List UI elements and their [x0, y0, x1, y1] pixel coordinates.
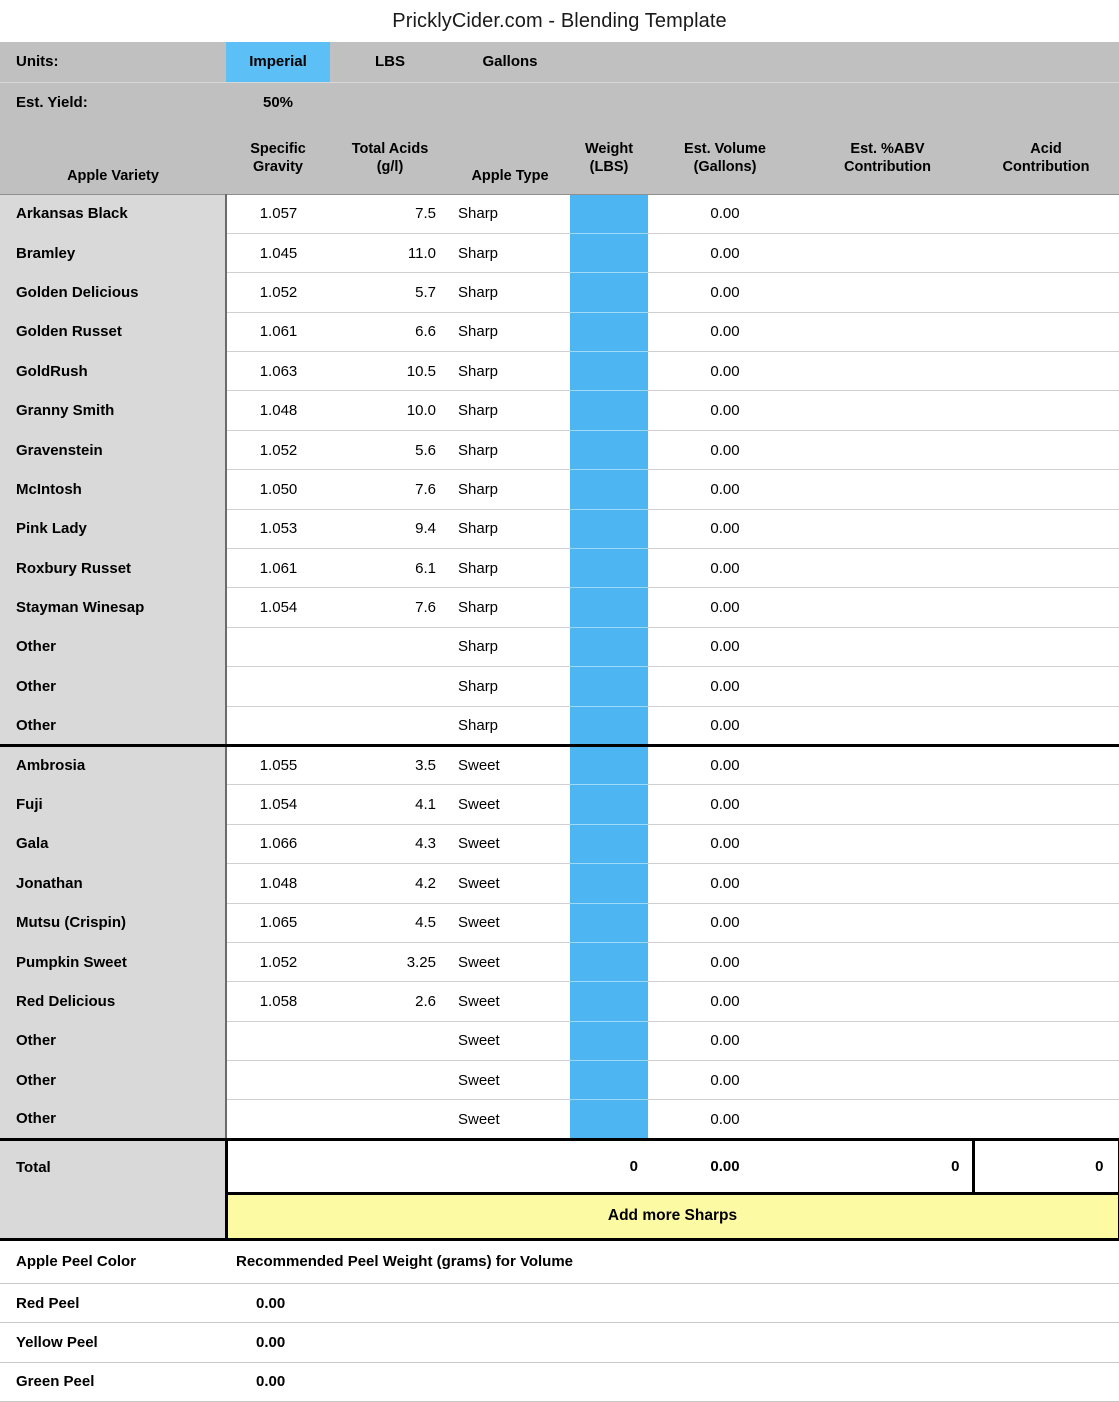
- row-variety[interactable]: Other: [0, 627, 226, 666]
- row-total-acids[interactable]: [330, 1061, 450, 1100]
- row-variety[interactable]: McIntosh: [0, 470, 226, 509]
- row-variety[interactable]: Gravenstein: [0, 430, 226, 469]
- row-total-acids[interactable]: 3.25: [330, 942, 450, 981]
- col-header-abv: [802, 122, 973, 194]
- table-row: [0, 194, 1119, 233]
- row-variety[interactable]: Red Delicious: [0, 982, 226, 1021]
- row-est-volume: 0.00: [648, 588, 802, 627]
- row-specific-gravity[interactable]: 1.045: [226, 233, 330, 272]
- row-total-acids[interactable]: 4.2: [330, 864, 450, 903]
- page-title: PricklyCider.com - Blending Template: [392, 9, 727, 32]
- peel-weight-label: Recommended Peel Weight (grams) for Volume: [226, 1239, 1119, 1283]
- row-total-acids[interactable]: 9.4: [330, 509, 450, 548]
- row-specific-gravity[interactable]: 1.048: [226, 391, 330, 430]
- row-variety[interactable]: Ambrosia: [0, 745, 226, 784]
- row-specific-gravity[interactable]: 1.054: [226, 588, 330, 627]
- row-apple-type[interactable]: Sharp: [450, 667, 570, 706]
- row-variety[interactable]: GoldRush: [0, 352, 226, 391]
- row-total-acids[interactable]: 7.6: [330, 470, 450, 509]
- row-specific-gravity[interactable]: 1.052: [226, 942, 330, 981]
- row-est-volume: 0.00: [648, 1061, 802, 1100]
- row-apple-type[interactable]: Sharp: [450, 549, 570, 588]
- row-apple-type[interactable]: Sharp: [450, 391, 570, 430]
- col-header-sg-line2: Gravity: [253, 158, 303, 175]
- row-est-volume: 0.00: [648, 194, 802, 233]
- yield-value[interactable]: 50%: [262, 93, 294, 111]
- row-specific-gravity[interactable]: [226, 1061, 330, 1100]
- row-weight-input[interactable]: [570, 470, 648, 509]
- row-abv-contribution: [802, 588, 973, 627]
- row-total-acids[interactable]: 5.7: [330, 273, 450, 312]
- row-total-acids[interactable]: 3.5: [330, 745, 450, 784]
- row-specific-gravity[interactable]: 1.052: [226, 430, 330, 469]
- row-weight-input[interactable]: [570, 509, 648, 548]
- row-acid-contribution: [973, 706, 1119, 745]
- row-abv-contribution: [802, 942, 973, 981]
- col-header-abv-line1: Est. %ABV: [850, 140, 925, 157]
- col-header-variety: Apple Variety: [0, 122, 226, 194]
- units-spacer-weight: [570, 42, 648, 82]
- col-header-volume-line2: (Gallons): [693, 158, 757, 175]
- row-variety[interactable]: Arkansas Black: [0, 194, 226, 233]
- units-spacer-acid: [973, 42, 1119, 82]
- row-variety[interactable]: Stayman Winesap: [0, 588, 226, 627]
- row-est-volume: 0.00: [648, 509, 802, 548]
- row-total-acids[interactable]: 11.0: [330, 233, 450, 272]
- row-total-acids[interactable]: 10.5: [330, 352, 450, 391]
- row-specific-gravity[interactable]: 1.052: [226, 273, 330, 312]
- peel-row: [0, 1283, 1119, 1322]
- table-row: [0, 745, 1119, 784]
- peel-row-label: Green Peel: [0, 1362, 226, 1401]
- table-row: [0, 785, 1119, 824]
- col-header-weight: [570, 122, 648, 194]
- row-acid-contribution: [973, 864, 1119, 903]
- row-acid-contribution: [973, 667, 1119, 706]
- add-more-sharps-button[interactable]: Add more Sharps: [226, 1193, 1119, 1239]
- row-est-volume: 0.00: [648, 549, 802, 588]
- table-row: [0, 667, 1119, 706]
- row-acid-contribution: [973, 352, 1119, 391]
- row-acid-contribution: [973, 824, 1119, 863]
- row-variety[interactable]: Pumpkin Sweet: [0, 942, 226, 981]
- row-apple-type[interactable]: Sharp: [450, 273, 570, 312]
- row-specific-gravity[interactable]: [226, 1021, 330, 1060]
- units-spacer-volume: [648, 42, 802, 82]
- row-abv-contribution: [802, 1061, 973, 1100]
- row-est-volume: 0.00: [648, 824, 802, 863]
- row-abv-contribution: [802, 273, 973, 312]
- row-weight-input[interactable]: [570, 430, 648, 469]
- row-apple-type[interactable]: Sharp: [450, 509, 570, 548]
- row-est-volume: 0.00: [648, 942, 802, 981]
- table-row: [0, 824, 1119, 863]
- col-header-acid-line1: Acid: [1030, 140, 1062, 157]
- row-acid-contribution: [973, 745, 1119, 784]
- yield-spacer-5: [802, 82, 973, 122]
- col-header-acid: [973, 122, 1119, 194]
- row-weight-input[interactable]: [570, 1061, 648, 1100]
- row-specific-gravity[interactable]: 1.055: [226, 745, 330, 784]
- row-variety[interactable]: Granny Smith: [0, 391, 226, 430]
- row-est-volume: 0.00: [648, 352, 802, 391]
- yield-spacer-2: [450, 82, 570, 122]
- yield-spacer-3: [570, 82, 648, 122]
- add-more-gutter: [0, 1193, 226, 1239]
- row-apple-type[interactable]: Sweet: [450, 1100, 570, 1139]
- row-apple-type[interactable]: Sweet: [450, 1021, 570, 1060]
- row-apple-type[interactable]: Sweet: [450, 982, 570, 1021]
- row-est-volume: 0.00: [648, 391, 802, 430]
- row-weight-input[interactable]: [570, 1021, 648, 1060]
- col-header-volume-line1: Est. Volume: [684, 140, 766, 157]
- row-est-volume: 0.00: [648, 903, 802, 942]
- row-weight-input[interactable]: [570, 391, 648, 430]
- row-weight-input[interactable]: [570, 785, 648, 824]
- row-total-acids[interactable]: [330, 1100, 450, 1139]
- row-est-volume: 0.00: [648, 470, 802, 509]
- row-specific-gravity[interactable]: 1.061: [226, 312, 330, 351]
- table-row: [0, 627, 1119, 666]
- row-specific-gravity[interactable]: 1.061: [226, 549, 330, 588]
- yield-label: Est. Yield:: [16, 93, 88, 111]
- total-weight: 0: [226, 1139, 648, 1193]
- row-weight-input[interactable]: [570, 352, 648, 391]
- yield-spacer-6: [973, 82, 1119, 122]
- peel-row-value: 0.00: [226, 1362, 1119, 1401]
- row-specific-gravity[interactable]: [226, 1100, 330, 1139]
- row-apple-type[interactable]: Sweet: [450, 864, 570, 903]
- col-header-sg-line1: Specific: [250, 140, 306, 157]
- col-header-abv-line2: Contribution: [844, 158, 931, 175]
- row-est-volume: 0.00: [648, 627, 802, 666]
- row-apple-type[interactable]: Sharp: [450, 352, 570, 391]
- row-apple-type[interactable]: Sweet: [450, 1061, 570, 1100]
- row-abv-contribution: [802, 430, 973, 469]
- col-header-weight-line2: (LBS): [589, 158, 629, 175]
- row-specific-gravity[interactable]: 1.063: [226, 352, 330, 391]
- table-row: [0, 233, 1119, 272]
- row-specific-gravity[interactable]: 1.054: [226, 785, 330, 824]
- row-acid-contribution: [973, 1061, 1119, 1100]
- row-acid-contribution: [973, 391, 1119, 430]
- row-specific-gravity[interactable]: 1.048: [226, 864, 330, 903]
- row-weight-input[interactable]: [570, 233, 648, 272]
- row-est-volume: 0.00: [648, 273, 802, 312]
- table-row: [0, 1100, 1119, 1139]
- row-apple-type[interactable]: Sharp: [450, 312, 570, 351]
- row-total-acids[interactable]: 6.6: [330, 312, 450, 351]
- row-acid-contribution: [973, 1021, 1119, 1060]
- row-weight-input[interactable]: [570, 706, 648, 745]
- row-abv-contribution: [802, 233, 973, 272]
- row-acid-contribution: [973, 430, 1119, 469]
- unit-option-gallons[interactable]: Gallons: [450, 42, 570, 82]
- row-weight-input[interactable]: [570, 194, 648, 233]
- row-abv-contribution: [802, 864, 973, 903]
- row-total-acids[interactable]: 10.0: [330, 391, 450, 430]
- row-variety[interactable]: Golden Delicious: [0, 273, 226, 312]
- row-variety[interactable]: Other: [0, 1021, 226, 1060]
- row-variety[interactable]: Bramley: [0, 233, 226, 272]
- col-header-specific-gravity: [226, 122, 330, 194]
- row-total-acids[interactable]: 4.3: [330, 824, 450, 863]
- row-specific-gravity[interactable]: 1.050: [226, 470, 330, 509]
- row-acid-contribution: [973, 509, 1119, 548]
- total-label: Total: [0, 1139, 226, 1193]
- row-apple-type[interactable]: Sharp: [450, 706, 570, 745]
- yield-row: [0, 82, 1119, 122]
- row-weight-input[interactable]: [570, 824, 648, 863]
- row-total-acids[interactable]: 6.1: [330, 549, 450, 588]
- row-est-volume: 0.00: [648, 1021, 802, 1060]
- table-row: [0, 352, 1119, 391]
- row-abv-contribution: [802, 549, 973, 588]
- row-variety[interactable]: Roxbury Russet: [0, 549, 226, 588]
- row-acid-contribution: [973, 549, 1119, 588]
- row-weight-input[interactable]: [570, 273, 648, 312]
- row-specific-gravity[interactable]: [226, 706, 330, 745]
- row-weight-input[interactable]: [570, 942, 648, 981]
- row-apple-type[interactable]: Sharp: [450, 194, 570, 233]
- row-weight-input[interactable]: [570, 549, 648, 588]
- row-acid-contribution: [973, 903, 1119, 942]
- row-specific-gravity[interactable]: 1.053: [226, 509, 330, 548]
- row-abv-contribution: [802, 667, 973, 706]
- row-variety[interactable]: Gala: [0, 824, 226, 863]
- row-abv-contribution: [802, 470, 973, 509]
- col-header-weight-line1: Weight: [584, 140, 634, 157]
- table-row: [0, 509, 1119, 548]
- peel-row-value: 0.00: [226, 1323, 1119, 1362]
- row-apple-type[interactable]: Sweet: [450, 785, 570, 824]
- unit-option-lbs[interactable]: LBS: [330, 42, 450, 82]
- total-acid: 0: [973, 1139, 1119, 1193]
- row-apple-type[interactable]: Sharp: [450, 430, 570, 469]
- row-apple-type[interactable]: Sweet: [450, 824, 570, 863]
- row-acid-contribution: [973, 588, 1119, 627]
- row-apple-type[interactable]: Sweet: [450, 745, 570, 784]
- row-acid-contribution: [973, 194, 1119, 233]
- peel-color-label: Apple Peel Color: [0, 1239, 226, 1283]
- row-weight-input[interactable]: [570, 627, 648, 666]
- row-abv-contribution: [802, 1021, 973, 1060]
- peel-header-row: [0, 1239, 1119, 1283]
- row-variety[interactable]: Golden Russet: [0, 312, 226, 351]
- row-acid-contribution: [973, 470, 1119, 509]
- row-est-volume: 0.00: [648, 1100, 802, 1139]
- col-header-ta-line2: (g/l): [376, 158, 404, 175]
- col-header-total-acids: [330, 122, 450, 194]
- table-row: [0, 1021, 1119, 1060]
- row-apple-type[interactable]: Sharp: [450, 627, 570, 666]
- row-est-volume: 0.00: [648, 864, 802, 903]
- row-variety[interactable]: Pink Lady: [0, 509, 226, 548]
- peel-row-label: Yellow Peel: [0, 1323, 226, 1362]
- table-row: [0, 864, 1119, 903]
- row-weight-input[interactable]: [570, 588, 648, 627]
- unit-option-imperial[interactable]: Imperial: [226, 42, 330, 82]
- row-variety[interactable]: Jonathan: [0, 864, 226, 903]
- row-total-acids[interactable]: [330, 667, 450, 706]
- row-weight-input[interactable]: [570, 982, 648, 1021]
- row-acid-contribution: [973, 312, 1119, 351]
- row-abv-contribution: [802, 745, 973, 784]
- row-est-volume: 0.00: [648, 312, 802, 351]
- row-total-acids[interactable]: 2.6: [330, 982, 450, 1021]
- table-row: [0, 942, 1119, 981]
- row-est-volume: 0.00: [648, 745, 802, 784]
- row-specific-gravity[interactable]: 1.058: [226, 982, 330, 1021]
- row-specific-gravity[interactable]: 1.057: [226, 194, 330, 233]
- row-abv-contribution: [802, 1100, 973, 1139]
- col-header-ta-line1: Total Acids: [351, 140, 429, 157]
- row-total-acids[interactable]: 4.1: [330, 785, 450, 824]
- row-apple-type[interactable]: Sweet: [450, 942, 570, 981]
- row-specific-gravity[interactable]: [226, 627, 330, 666]
- units-label: Units:: [0, 42, 226, 82]
- table-row: [0, 430, 1119, 469]
- row-specific-gravity[interactable]: 1.065: [226, 903, 330, 942]
- row-est-volume: 0.00: [648, 430, 802, 469]
- row-abv-contribution: [802, 509, 973, 548]
- units-row: [0, 42, 1119, 82]
- row-apple-type[interactable]: Sharp: [450, 233, 570, 272]
- col-header-volume: [648, 122, 802, 194]
- row-acid-contribution: [973, 273, 1119, 312]
- peel-row: [0, 1362, 1119, 1401]
- table-row: [0, 470, 1119, 509]
- peel-row-value: 0.00: [226, 1283, 1119, 1322]
- row-acid-contribution: [973, 942, 1119, 981]
- table-row: [0, 903, 1119, 942]
- yield-spacer-4: [648, 82, 802, 122]
- blending-table: [0, 42, 1119, 1402]
- table-row: [0, 312, 1119, 351]
- row-abv-contribution: [802, 312, 973, 351]
- row-abv-contribution: [802, 824, 973, 863]
- row-specific-gravity[interactable]: [226, 667, 330, 706]
- row-total-acids[interactable]: 5.6: [330, 430, 450, 469]
- row-weight-input[interactable]: [570, 864, 648, 903]
- table-row: [0, 706, 1119, 745]
- col-header-acid-line2: Contribution: [1002, 158, 1090, 175]
- row-est-volume: 0.00: [648, 785, 802, 824]
- col-header-apple-type: Apple Type: [450, 122, 570, 194]
- row-weight-input[interactable]: [570, 903, 648, 942]
- row-variety[interactable]: Other: [0, 1100, 226, 1139]
- row-weight-input[interactable]: [570, 667, 648, 706]
- row-abv-contribution: [802, 194, 973, 233]
- total-abv: 0: [802, 1139, 973, 1193]
- row-variety[interactable]: Other: [0, 1061, 226, 1100]
- row-est-volume: 0.00: [648, 982, 802, 1021]
- row-est-volume: 0.00: [648, 706, 802, 745]
- row-apple-type[interactable]: Sweet: [450, 903, 570, 942]
- total-volume: 0.00: [648, 1139, 802, 1193]
- row-weight-input[interactable]: [570, 312, 648, 351]
- peel-row: [0, 1323, 1119, 1362]
- row-total-acids[interactable]: [330, 1021, 450, 1060]
- column-header-row: [0, 122, 1119, 194]
- row-variety[interactable]: Other: [0, 667, 226, 706]
- row-weight-input[interactable]: [570, 745, 648, 784]
- row-apple-type[interactable]: Sharp: [450, 588, 570, 627]
- table-row: [0, 588, 1119, 627]
- row-total-acids[interactable]: [330, 627, 450, 666]
- row-total-acids[interactable]: [330, 706, 450, 745]
- add-more-row: [0, 1193, 1119, 1239]
- row-acid-contribution: [973, 982, 1119, 1021]
- row-abv-contribution: [802, 982, 973, 1021]
- row-est-volume: 0.00: [648, 667, 802, 706]
- yield-spacer-1: [330, 82, 450, 122]
- row-variety[interactable]: Mutsu (Crispin): [0, 903, 226, 942]
- table-row: [0, 982, 1119, 1021]
- row-acid-contribution: [973, 785, 1119, 824]
- units-spacer-abv: [802, 42, 973, 82]
- row-total-acids[interactable]: 7.6: [330, 588, 450, 627]
- table-row: [0, 273, 1119, 312]
- row-apple-type[interactable]: Sharp: [450, 470, 570, 509]
- row-abv-contribution: [802, 903, 973, 942]
- row-total-acids[interactable]: 7.5: [330, 194, 450, 233]
- row-abv-contribution: [802, 785, 973, 824]
- row-weight-input[interactable]: [570, 1100, 648, 1139]
- total-row: [0, 1139, 1119, 1193]
- row-specific-gravity[interactable]: 1.066: [226, 824, 330, 863]
- table-row: [0, 1061, 1119, 1100]
- row-variety[interactable]: Fuji: [0, 785, 226, 824]
- table-row: [0, 549, 1119, 588]
- row-abv-contribution: [802, 352, 973, 391]
- table-row: [0, 391, 1119, 430]
- row-abv-contribution: [802, 706, 973, 745]
- row-variety[interactable]: Other: [0, 706, 226, 745]
- row-abv-contribution: [802, 391, 973, 430]
- row-total-acids[interactable]: 4.5: [330, 903, 450, 942]
- row-abv-contribution: [802, 627, 973, 666]
- peel-row-label: Red Peel: [0, 1283, 226, 1322]
- row-acid-contribution: [973, 233, 1119, 272]
- row-acid-contribution: [973, 1100, 1119, 1139]
- row-est-volume: 0.00: [648, 233, 802, 272]
- row-acid-contribution: [973, 627, 1119, 666]
